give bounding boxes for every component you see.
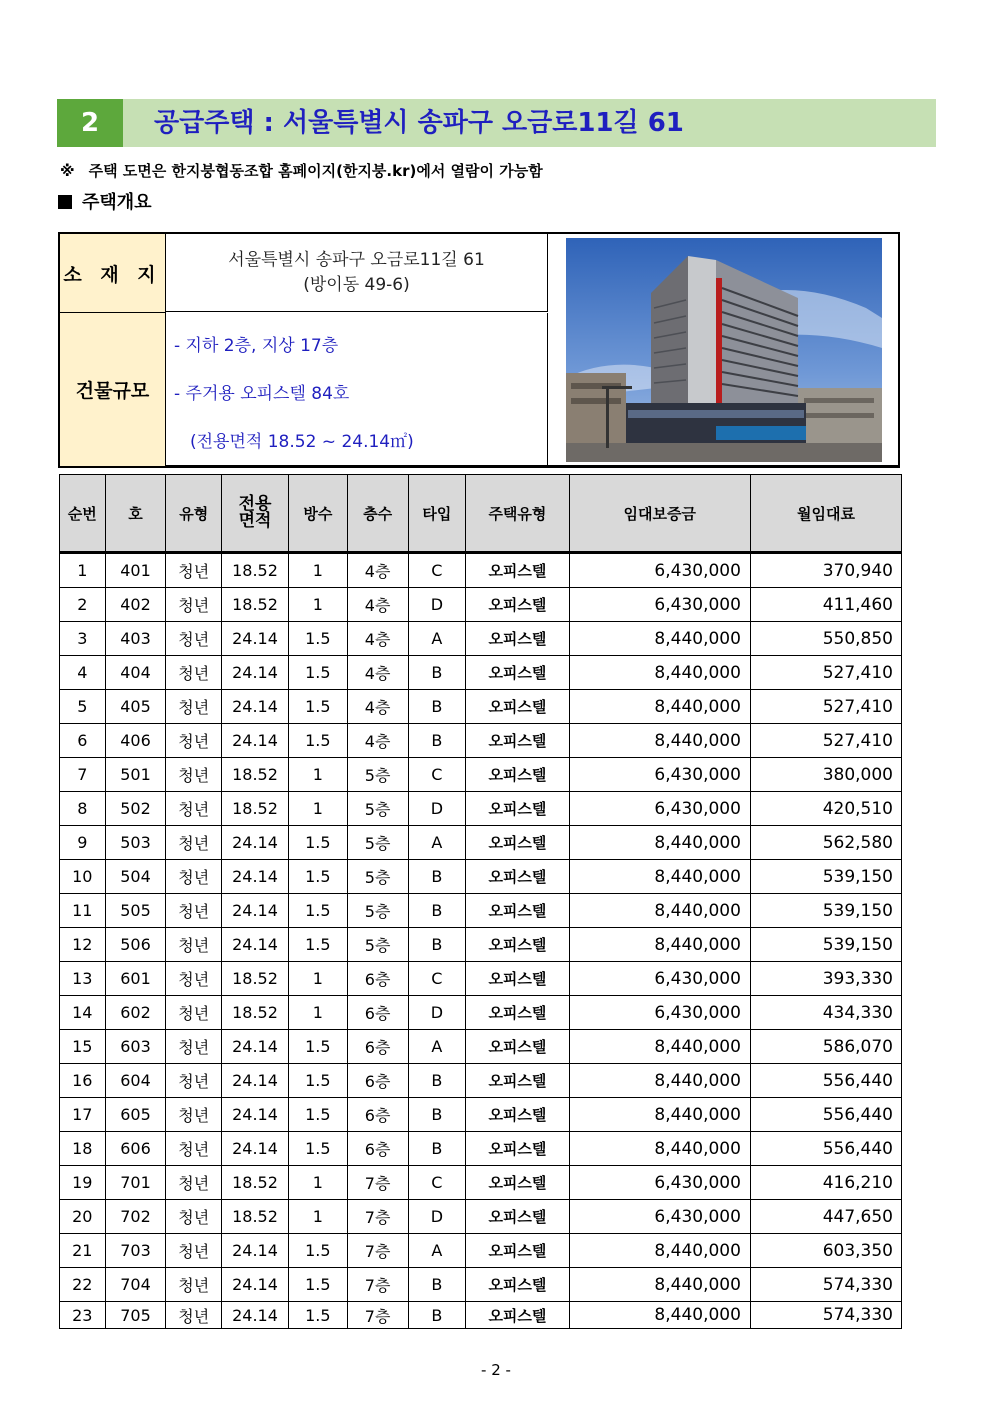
cell-rooms: 1	[288, 996, 347, 1030]
cell-plan-type: D	[408, 996, 466, 1030]
table-row	[60, 996, 902, 1030]
cell-housing-type: 오피스텔	[466, 724, 569, 758]
cell-plan-type: B	[408, 1302, 466, 1329]
cell-type: 청년	[166, 928, 222, 962]
cell-monthly-rent: 556,440	[750, 1132, 901, 1166]
cell-area: 24.14	[222, 928, 289, 962]
cell-housing-type: 오피스텔	[466, 553, 569, 588]
table-row	[60, 1098, 902, 1132]
cell-seq: 11	[60, 894, 106, 928]
units-table	[59, 474, 902, 1329]
location-value	[166, 234, 548, 312]
cell-seq: 7	[60, 758, 106, 792]
header-floor: 층수	[347, 475, 408, 553]
cell-seq: 21	[60, 1234, 106, 1268]
cell-rooms: 1.5	[288, 724, 347, 758]
location-line2: (방이동 49-6)	[303, 275, 410, 295]
size-value	[166, 313, 548, 466]
cell-rooms: 1.5	[288, 860, 347, 894]
header-rooms: 방수	[288, 475, 347, 553]
cell-deposit: 6,430,000	[569, 792, 750, 826]
cell-area: 24.14	[222, 1132, 289, 1166]
cell-seq: 13	[60, 962, 106, 996]
cell-rooms: 1.5	[288, 894, 347, 928]
cell-monthly-rent: 380,000	[750, 758, 901, 792]
table-row	[60, 1064, 902, 1098]
cell-unit: 501	[105, 758, 166, 792]
cell-floor: 4층	[347, 588, 408, 622]
table-row	[60, 792, 902, 826]
cell-area: 24.14	[222, 656, 289, 690]
cell-floor: 4층	[347, 622, 408, 656]
page-number: - 2 -	[481, 1361, 511, 1379]
cell-plan-type: B	[408, 724, 466, 758]
cell-plan-type: B	[408, 1064, 466, 1098]
header-area-line1: 전용	[238, 494, 272, 514]
cell-monthly-rent: 420,510	[750, 792, 901, 826]
cell-type: 청년	[166, 860, 222, 894]
cell-unit: 502	[105, 792, 166, 826]
cell-plan-type: C	[408, 553, 466, 588]
note-mark: ※	[60, 162, 75, 180]
cell-plan-type: C	[408, 1166, 466, 1200]
cell-floor: 6층	[347, 996, 408, 1030]
cell-plan-type: B	[408, 656, 466, 690]
table-row	[60, 1268, 902, 1302]
size-label: 건물규모	[60, 313, 166, 466]
cell-housing-type: 오피스텔	[466, 826, 569, 860]
cell-area: 24.14	[222, 724, 289, 758]
cell-housing-type: 오피스텔	[466, 996, 569, 1030]
cell-deposit: 6,430,000	[569, 1200, 750, 1234]
cell-deposit: 8,440,000	[569, 928, 750, 962]
cell-rooms: 1.5	[288, 1132, 347, 1166]
cell-monthly-rent: 527,410	[750, 724, 901, 758]
cell-plan-type: B	[408, 690, 466, 724]
cell-unit: 701	[105, 1166, 166, 1200]
cell-area: 24.14	[222, 1268, 289, 1302]
cell-floor: 7층	[347, 1234, 408, 1268]
cell-type: 청년	[166, 622, 222, 656]
cell-deposit: 8,440,000	[569, 1030, 750, 1064]
cell-housing-type: 오피스텔	[466, 1064, 569, 1098]
cell-monthly-rent: 393,330	[750, 962, 901, 996]
cell-plan-type: D	[408, 588, 466, 622]
table-row	[60, 1302, 902, 1329]
table-row	[60, 860, 902, 894]
cell-floor: 6층	[347, 1030, 408, 1064]
cell-plan-type: B	[408, 928, 466, 962]
cell-seq: 8	[60, 792, 106, 826]
cell-deposit: 6,430,000	[569, 553, 750, 588]
cell-area: 24.14	[222, 860, 289, 894]
cell-deposit: 8,440,000	[569, 622, 750, 656]
cell-area: 24.14	[222, 1234, 289, 1268]
overview-heading-text: 주택개요	[82, 192, 152, 213]
cell-unit: 506	[105, 928, 166, 962]
cell-deposit: 8,440,000	[569, 1268, 750, 1302]
cell-plan-type: D	[408, 1200, 466, 1234]
cell-monthly-rent: 539,150	[750, 860, 901, 894]
cell-rooms: 1.5	[288, 656, 347, 690]
cell-seq: 20	[60, 1200, 106, 1234]
header-housing-type: 주택유형	[466, 475, 569, 553]
cell-floor: 4층	[347, 553, 408, 588]
cell-rooms: 1.5	[288, 690, 347, 724]
cell-housing-type: 오피스텔	[466, 894, 569, 928]
cell-floor: 4층	[347, 656, 408, 690]
cell-area: 18.52	[222, 792, 289, 826]
cell-type: 청년	[166, 656, 222, 690]
cell-unit: 503	[105, 826, 166, 860]
cell-unit: 704	[105, 1268, 166, 1302]
cell-monthly-rent: 447,650	[750, 1200, 901, 1234]
cell-rooms: 1.5	[288, 1064, 347, 1098]
cell-seq: 22	[60, 1268, 106, 1302]
cell-unit: 504	[105, 860, 166, 894]
header-seq: 순번	[60, 475, 106, 553]
cell-area: 24.14	[222, 826, 289, 860]
cell-type: 청년	[166, 1132, 222, 1166]
cell-area: 24.14	[222, 894, 289, 928]
cell-floor: 6층	[347, 1064, 408, 1098]
cell-floor: 5층	[347, 928, 408, 962]
cell-unit: 703	[105, 1234, 166, 1268]
cell-unit: 404	[105, 656, 166, 690]
cell-plan-type: A	[408, 1030, 466, 1064]
cell-rooms: 1.5	[288, 622, 347, 656]
table-row	[60, 1030, 902, 1064]
table-row	[60, 1200, 902, 1234]
cell-floor: 4층	[347, 724, 408, 758]
cell-area: 24.14	[222, 622, 289, 656]
cell-monthly-rent: 550,850	[750, 622, 901, 656]
header-type: 유형	[166, 475, 222, 553]
table-row	[60, 622, 902, 656]
cell-monthly-rent: 416,210	[750, 1166, 901, 1200]
cell-unit: 402	[105, 588, 166, 622]
cell-plan-type: C	[408, 758, 466, 792]
cell-housing-type: 오피스텔	[466, 690, 569, 724]
cell-monthly-rent: 556,440	[750, 1064, 901, 1098]
cell-unit: 705	[105, 1302, 166, 1329]
cell-housing-type: 오피스텔	[466, 860, 569, 894]
cell-type: 청년	[166, 1302, 222, 1329]
cell-deposit: 6,430,000	[569, 996, 750, 1030]
cell-seq: 17	[60, 1098, 106, 1132]
cell-rooms: 1	[288, 588, 347, 622]
header-plan-type: 타입	[408, 475, 466, 553]
cell-type: 청년	[166, 758, 222, 792]
cell-deposit: 8,440,000	[569, 690, 750, 724]
cell-plan-type: C	[408, 962, 466, 996]
cell-area: 18.52	[222, 996, 289, 1030]
cell-monthly-rent: 539,150	[750, 894, 901, 928]
table-row	[60, 826, 902, 860]
cell-floor: 5층	[347, 860, 408, 894]
cell-type: 청년	[166, 1268, 222, 1302]
cell-rooms: 1.5	[288, 1098, 347, 1132]
cell-housing-type: 오피스텔	[466, 1234, 569, 1268]
units-table-body	[60, 553, 902, 1329]
cell-monthly-rent: 586,070	[750, 1030, 901, 1064]
section-header	[57, 99, 936, 147]
cell-housing-type: 오피스텔	[466, 792, 569, 826]
cell-deposit: 6,430,000	[569, 588, 750, 622]
building-photo	[566, 238, 882, 462]
cell-type: 청년	[166, 792, 222, 826]
cell-housing-type: 오피스텔	[466, 758, 569, 792]
cell-floor: 7층	[347, 1166, 408, 1200]
cell-area: 18.52	[222, 1166, 289, 1200]
table-row	[60, 690, 902, 724]
cell-monthly-rent: 556,440	[750, 1098, 901, 1132]
cell-type: 청년	[166, 996, 222, 1030]
cell-plan-type: A	[408, 622, 466, 656]
cell-area: 24.14	[222, 1030, 289, 1064]
cell-rooms: 1	[288, 553, 347, 588]
cell-deposit: 6,430,000	[569, 1166, 750, 1200]
cell-floor: 6층	[347, 1132, 408, 1166]
table-row	[60, 758, 902, 792]
cell-area: 24.14	[222, 690, 289, 724]
cell-housing-type: 오피스텔	[466, 656, 569, 690]
cell-deposit: 8,440,000	[569, 894, 750, 928]
table-row	[60, 1132, 902, 1166]
cell-seq: 5	[60, 690, 106, 724]
cell-rooms: 1.5	[288, 1302, 347, 1329]
square-bullet-icon	[58, 195, 72, 209]
cell-type: 청년	[166, 1098, 222, 1132]
cell-rooms: 1	[288, 1166, 347, 1200]
cell-deposit: 8,440,000	[569, 1234, 750, 1268]
cell-deposit: 8,440,000	[569, 1132, 750, 1166]
cell-housing-type: 오피스텔	[466, 1098, 569, 1132]
section-title: 공급주택 : 서울특별시 송파구 오금로11길 61	[154, 108, 684, 138]
size-line3: (전용면적 18.52 ~ 24.14㎡)	[190, 432, 414, 452]
cell-floor: 7층	[347, 1268, 408, 1302]
cell-type: 청년	[166, 690, 222, 724]
cell-housing-type: 오피스텔	[466, 962, 569, 996]
cell-floor: 5층	[347, 894, 408, 928]
cell-type: 청년	[166, 826, 222, 860]
cell-seq: 6	[60, 724, 106, 758]
cell-seq: 9	[60, 826, 106, 860]
floorplan-note	[60, 160, 543, 181]
cell-seq: 1	[60, 553, 106, 588]
cell-housing-type: 오피스텔	[466, 622, 569, 656]
table-row	[60, 588, 902, 622]
size-line2: - 주거용 오피스텔 84호	[174, 384, 350, 404]
size-line1: - 지하 2층, 지상 17층	[174, 336, 339, 356]
cell-housing-type: 오피스텔	[466, 928, 569, 962]
cell-type: 청년	[166, 1200, 222, 1234]
cell-housing-type: 오피스텔	[466, 1030, 569, 1064]
cell-plan-type: A	[408, 1234, 466, 1268]
cell-unit: 702	[105, 1200, 166, 1234]
cell-deposit: 8,440,000	[569, 724, 750, 758]
cell-floor: 5층	[347, 826, 408, 860]
cell-plan-type: B	[408, 860, 466, 894]
cell-unit: 605	[105, 1098, 166, 1132]
cell-area: 18.52	[222, 1200, 289, 1234]
table-row	[60, 1234, 902, 1268]
header-area-line2: 면적	[238, 511, 272, 531]
location-label: 소 재 지	[60, 234, 166, 313]
table-row	[60, 724, 902, 758]
header-unit: 호	[105, 475, 166, 553]
cell-seq: 14	[60, 996, 106, 1030]
cell-housing-type: 오피스텔	[466, 1166, 569, 1200]
cell-deposit: 6,430,000	[569, 758, 750, 792]
cell-unit: 405	[105, 690, 166, 724]
cell-deposit: 6,430,000	[569, 962, 750, 996]
cell-housing-type: 오피스텔	[466, 588, 569, 622]
cell-rooms: 1.5	[288, 1268, 347, 1302]
cell-rooms: 1	[288, 1200, 347, 1234]
cell-monthly-rent: 539,150	[750, 928, 901, 962]
cell-rooms: 1	[288, 758, 347, 792]
cell-rooms: 1	[288, 962, 347, 996]
cell-type: 청년	[166, 553, 222, 588]
cell-monthly-rent: 527,410	[750, 690, 901, 724]
table-row	[60, 962, 902, 996]
cell-plan-type: B	[408, 894, 466, 928]
cell-seq: 15	[60, 1030, 106, 1064]
cell-seq: 19	[60, 1166, 106, 1200]
cell-rooms: 1.5	[288, 826, 347, 860]
cell-type: 청년	[166, 1234, 222, 1268]
cell-type: 청년	[166, 1030, 222, 1064]
cell-monthly-rent: 527,410	[750, 656, 901, 690]
cell-area: 24.14	[222, 1098, 289, 1132]
note-text: 주택 도면은 한지붕협동조합 홈페이지(한지붕.kr)에서 열람이 가능함	[88, 162, 543, 180]
cell-unit: 406	[105, 724, 166, 758]
cell-floor: 4층	[347, 690, 408, 724]
cell-unit: 601	[105, 962, 166, 996]
cell-seq: 23	[60, 1302, 106, 1329]
cell-area: 18.52	[222, 553, 289, 588]
cell-plan-type: B	[408, 1098, 466, 1132]
cell-unit: 403	[105, 622, 166, 656]
cell-housing-type: 오피스텔	[466, 1268, 569, 1302]
cell-floor: 5층	[347, 792, 408, 826]
cell-type: 청년	[166, 894, 222, 928]
cell-floor: 7층	[347, 1200, 408, 1234]
cell-deposit: 8,440,000	[569, 1302, 750, 1329]
cell-seq: 12	[60, 928, 106, 962]
cell-rooms: 1.5	[288, 928, 347, 962]
cell-area: 24.14	[222, 1302, 289, 1329]
table-row	[60, 894, 902, 928]
cell-plan-type: A	[408, 826, 466, 860]
cell-plan-type: B	[408, 1268, 466, 1302]
cell-type: 청년	[166, 962, 222, 996]
cell-area: 18.52	[222, 758, 289, 792]
cell-unit: 401	[105, 553, 166, 588]
cell-housing-type: 오피스텔	[466, 1302, 569, 1329]
cell-deposit: 8,440,000	[569, 1098, 750, 1132]
cell-unit: 603	[105, 1030, 166, 1064]
cell-area: 24.14	[222, 1064, 289, 1098]
cell-monthly-rent: 603,350	[750, 1234, 901, 1268]
table-row	[60, 928, 902, 962]
cell-area: 18.52	[222, 962, 289, 996]
cell-plan-type: B	[408, 1132, 466, 1166]
cell-monthly-rent: 434,330	[750, 996, 901, 1030]
cell-type: 청년	[166, 1166, 222, 1200]
cell-rooms: 1	[288, 792, 347, 826]
cell-unit: 505	[105, 894, 166, 928]
cell-monthly-rent: 370,940	[750, 553, 901, 588]
cell-monthly-rent: 411,460	[750, 588, 901, 622]
cell-plan-type: D	[408, 792, 466, 826]
header-area	[222, 475, 289, 553]
cell-seq: 16	[60, 1064, 106, 1098]
cell-seq: 10	[60, 860, 106, 894]
cell-monthly-rent: 562,580	[750, 826, 901, 860]
cell-deposit: 8,440,000	[569, 656, 750, 690]
cell-deposit: 8,440,000	[569, 860, 750, 894]
cell-type: 청년	[166, 1064, 222, 1098]
cell-type: 청년	[166, 588, 222, 622]
cell-rooms: 1.5	[288, 1234, 347, 1268]
cell-floor: 6층	[347, 962, 408, 996]
cell-unit: 602	[105, 996, 166, 1030]
header-monthly-rent: 월임대료	[750, 475, 901, 553]
cell-housing-type: 오피스텔	[466, 1200, 569, 1234]
cell-monthly-rent: 574,330	[750, 1302, 901, 1329]
cell-type: 청년	[166, 724, 222, 758]
cell-floor: 5층	[347, 758, 408, 792]
location-line1: 서울특별시 송파구 오금로11길 61	[228, 250, 485, 270]
table-row	[60, 553, 902, 588]
table-row	[60, 1166, 902, 1200]
overview-box	[58, 232, 900, 468]
table-row	[60, 656, 902, 690]
section-number: 2	[57, 99, 123, 147]
cell-seq: 2	[60, 588, 106, 622]
cell-area: 18.52	[222, 588, 289, 622]
cell-unit: 606	[105, 1132, 166, 1166]
table-header-row	[60, 475, 902, 553]
cell-housing-type: 오피스텔	[466, 1132, 569, 1166]
cell-seq: 4	[60, 656, 106, 690]
cell-floor: 7층	[347, 1302, 408, 1329]
cell-seq: 3	[60, 622, 106, 656]
cell-seq: 18	[60, 1132, 106, 1166]
cell-unit: 604	[105, 1064, 166, 1098]
cell-floor: 6층	[347, 1098, 408, 1132]
cell-deposit: 8,440,000	[569, 826, 750, 860]
overview-heading	[58, 188, 152, 214]
header-deposit: 임대보증금	[569, 475, 750, 553]
cell-monthly-rent: 574,330	[750, 1268, 901, 1302]
cell-rooms: 1.5	[288, 1030, 347, 1064]
cell-deposit: 8,440,000	[569, 1064, 750, 1098]
